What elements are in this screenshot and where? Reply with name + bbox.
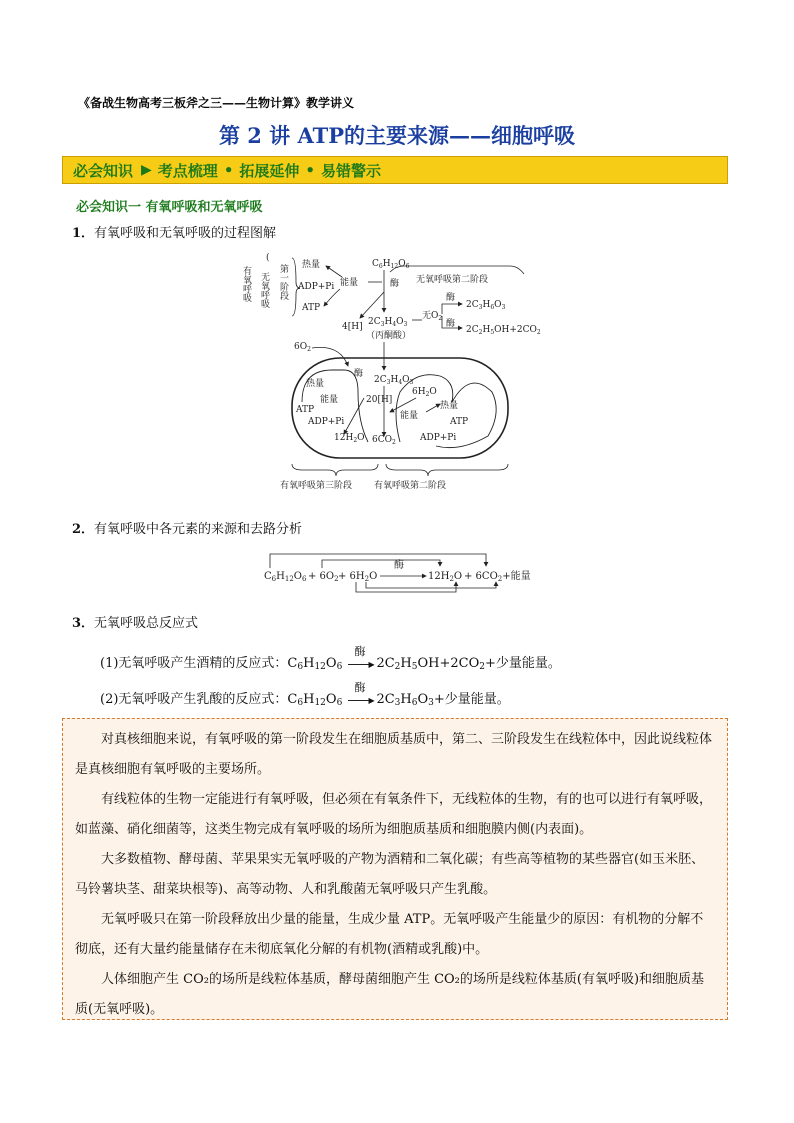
enzyme-label-2: 酶 xyxy=(446,293,456,303)
item-1-num: 1． xyxy=(72,226,95,241)
item-1 xyxy=(72,222,276,241)
notes-box xyxy=(62,718,728,1020)
stage1-label: 第一阶段 xyxy=(278,264,288,300)
heat-label-3: 热量 xyxy=(440,401,459,411)
enzyme-label-3: 酶 xyxy=(446,319,456,329)
reaction-arrow-icon: 酶 ▶ xyxy=(348,695,374,705)
adp-label-1: ADP+Pi xyxy=(298,282,335,292)
anaerobic-stage2-label: 无氧呼吸第二阶段 xyxy=(416,275,489,285)
water12-label: $12H_2O$ xyxy=(334,433,365,444)
header-note: 《备战生物高考三板斧之三——生物计算》教学讲义 xyxy=(78,96,355,110)
energy-label-2: 能量 xyxy=(320,395,339,405)
atp-label-3: ATP xyxy=(450,417,469,427)
eq2-enzyme: 酶 xyxy=(354,680,366,694)
item-2 xyxy=(72,518,302,537)
aerobic-stage3-label: 有氧呼吸第三阶段 xyxy=(280,481,353,491)
item-2-num: 2． xyxy=(72,522,95,537)
energy-label-1: 能量 xyxy=(340,278,359,288)
mitochondrion-outer xyxy=(292,358,508,458)
heat-label-1: 热量 xyxy=(302,260,321,270)
atp-label-1: ATP xyxy=(302,303,321,313)
play-arrow-icon: ▶ xyxy=(141,162,152,178)
h4-label: 4[H] xyxy=(342,322,363,332)
eq2-product: 2C xyxy=(376,692,395,707)
heat-label-2: 热量 xyxy=(306,379,325,389)
water6-label: $6H_2O$ xyxy=(412,387,437,398)
no-o2-label: 无$O_2$ xyxy=(422,311,443,322)
banner-sep-2: • xyxy=(305,161,316,179)
adp-label-2: ADP+Pi xyxy=(308,417,345,427)
eq2-tail: +少量能量。 xyxy=(433,692,510,707)
equation-alcohol: (1)无氧呼吸产生酒精的反应式：C6H12O6 酶 ▶ 2C2H5OH+2CO2+少量能量。 xyxy=(100,644,561,672)
note-paragraph-5: 人体细胞产生 CO₂的场所是线粒体基质，酵母菌细胞产生 CO₂的场所是线粒体基质(有氧呼吸)和细胞质基质(无氧呼吸)。 xyxy=(75,972,705,1017)
pyruvate-name: （丙酮酸） xyxy=(366,331,412,341)
item-3-text: 无氧呼吸总反应式 xyxy=(94,616,199,631)
banner-item-2: 拓展延伸 xyxy=(239,161,300,180)
equation-lactic: (2)无氧呼吸产生乳酸的反应式：C6H12O6 酶 ▶ 2C3H6O3+少量能量。 xyxy=(100,680,510,708)
element-tracing-diagram xyxy=(260,548,534,596)
reaction-arrow-icon: 酶 ▶ xyxy=(348,659,374,669)
eq1-label: (1)无氧呼吸产生酒精的反应式：C xyxy=(100,656,298,671)
respiration-process-diagram xyxy=(240,252,550,494)
co2-label: $6CO_2$ xyxy=(372,435,396,446)
banner-sep-1: • xyxy=(223,161,234,179)
lactic-label: $2C_3H_6O_3$ xyxy=(466,300,506,311)
item-2-text: 有氧呼吸中各元素的来源和去路分析 xyxy=(94,522,303,537)
item-3 xyxy=(72,612,198,631)
eq2-enzyme: 酶 xyxy=(394,560,404,571)
banner-label: 必会知识 xyxy=(73,161,134,180)
aerobic-stage2-label: 有氧呼吸第二阶段 xyxy=(374,481,447,491)
eq2-label: (2)无氧呼吸产生乳酸的反应式：C xyxy=(100,692,298,707)
eq1-tail: +少量能量。 xyxy=(484,656,561,671)
ethanol-label: $2C_2H_5OH+2CO_2$ xyxy=(466,325,541,336)
eq2-lhs-oxygen: + $6O_2$ xyxy=(308,571,339,583)
h20-label: 20[H] xyxy=(366,395,393,405)
eq1-product: 2C xyxy=(376,656,395,671)
section-banner xyxy=(62,156,728,184)
section-heading: 必会知识一 有氧呼吸和无氧呼吸 xyxy=(76,200,263,215)
banner-item-3: 易错警示 xyxy=(321,161,382,180)
enzyme-label-1: 酶 xyxy=(390,279,400,289)
eq1-enzyme: 酶 xyxy=(354,644,366,658)
item-3-num: 3． xyxy=(72,616,95,631)
adp-label-3: ADP+Pi xyxy=(420,433,457,443)
eq2-rhs-water: $12H_2O$ xyxy=(428,571,463,583)
atp-label-2: ATP xyxy=(296,405,315,415)
eq2-lhs-water: + $6H_2O$ xyxy=(338,571,378,583)
note-paragraph-3: 大多数植物、酵母菌、苹果果实无氧呼吸的产物为酒精和二氧化碳；有些高等植物的某些器官(如玉米胚、马铃薯块茎、甜菜块根等)、高等动物、人和乳酸菌无氧呼吸只产生乳酸。 xyxy=(75,852,705,897)
pyruvate-label: $2C_3H_4O_3$ xyxy=(368,317,408,328)
eq2-rhs-co2: + $6CO_2+$能量 xyxy=(464,571,531,583)
o2-label: $6O_2$ xyxy=(294,342,311,353)
note-paragraph-4: 无氧呼吸只在第一阶段释放出少量的能量，生成少量 ATP。无氧呼吸产生能量少的原因：有机物的分解不彻底，还有大量约能量储存在未彻底氧化分解的有机物(酒精或乳酸)中。 xyxy=(75,912,704,957)
brace-label-aerobic: 有氧呼吸 xyxy=(241,266,251,302)
note-paragraph-2: 有线粒体的生物一定能进行有氧呼吸，但必须在有氧条件下，无线粒体的生物，有的也可以进行有氧呼吸，如蓝藻、硝化细菌等，这类生物完成有氧呼吸的场所为细胞质基质和细胞膜内侧(内表面)。 xyxy=(75,792,713,837)
glucose-label: $C_6H_{12}O_6$ xyxy=(372,259,410,270)
pyruvate-mito-label: $2C_3H_4O_3$ xyxy=(374,375,414,386)
note-paragraph-1: 对真核细胞来说，有氧呼吸的第一阶段发生在细胞质基质中，第二、三阶段发生在线粒体中，因此说线粒体是真核细胞有氧呼吸的主要场所。 xyxy=(75,732,713,777)
energy-label-3: 能量 xyxy=(400,411,419,421)
item-1-text: 有氧呼吸和无氧呼吸的过程图解 xyxy=(94,226,277,241)
brace-label-anaerobic: 无氧呼吸 xyxy=(259,272,269,308)
brace-paren-l: ( xyxy=(266,253,270,263)
enzyme-label-4: 酶 xyxy=(354,369,364,379)
page-title: 第 2 讲 ATP的主要来源——细胞呼吸 xyxy=(218,123,576,148)
banner-item-1: 考点梳理 xyxy=(157,161,218,180)
eq2-lhs-glucose: $C_6H_{12}O_6$ xyxy=(264,571,307,583)
